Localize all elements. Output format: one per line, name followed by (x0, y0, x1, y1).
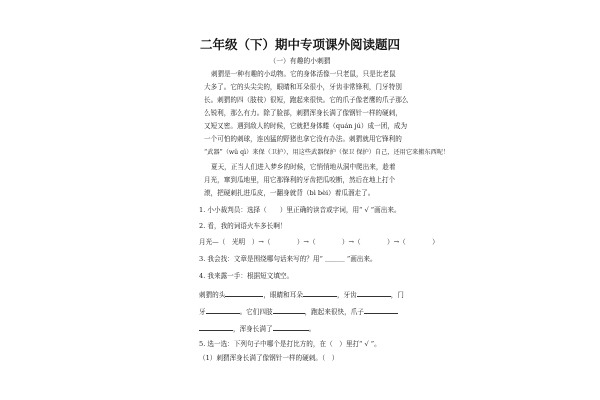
passage-line-4: 么锐利，那么有力。除了脸部，刺猬浑身长满了像钢针一样的硬刺， (204, 109, 402, 117)
passage-line-2: 大多了。它的头尖尖的，眼睛和耳朵很小，牙齿非常锋利，门牙特别 (204, 83, 402, 91)
blank-limbs[interactable] (273, 306, 305, 314)
fill-line-3: ，浑身长满了 。 (199, 323, 315, 334)
page-title: 二年级（下）期中专项课外阅读题四 (199, 37, 400, 52)
fill-line-1: 刺猬的头 ，眼睛和耳朵 ，牙齿 ，门 (199, 291, 404, 299)
blank-head[interactable] (225, 289, 263, 297)
passage-line-8: 夏天，正当人们进入梦乡的时候，它悄悄地从洞中爬出来，趁着 (211, 163, 396, 171)
fill-line-2: 牙 。它们四肢 ，跑起来很快，爪子 (199, 306, 398, 317)
word-train-blank-5[interactable]: ） (405, 238, 439, 246)
passage-line-6: 一个可怕的刺球，连凶猛的野猪也拿它没有办法。刺猬就用它锋利的 (204, 135, 402, 143)
word-train (199, 238, 439, 247)
blank-spines[interactable] (273, 323, 309, 331)
passage-line-5: 又短又密。遇到敌人的时候，它就把身体蜷（quán jú）成一团，成为 (204, 122, 408, 130)
question-3: 3. 我会找：文章是围绕哪句话来写的？用“ ＿＿＿ ”画出来。 (199, 255, 377, 263)
passage-subtitle: （一）有趣的小刺猬 (269, 57, 331, 65)
word-train-start: 月光—（ 光明 ）→（ (199, 238, 271, 246)
blank-front-teeth[interactable] (206, 306, 240, 314)
word-train-blank-4[interactable]: ）→（ (360, 238, 406, 246)
passage-line-9: 月光，窜到瓜地里，用它那锋利的牙齿把瓜咬断，然后在地上打个 (204, 176, 396, 184)
blank-claws[interactable] (364, 306, 398, 314)
question-2: 2. 看，我的词语火车多长啊！ (199, 222, 287, 230)
blank-claws-cont[interactable] (199, 323, 233, 331)
passage-line-10: 滚，把硬刺扎进瓜皮，一翻身就背（bì bèi）着瓜溜走了。 (204, 189, 375, 197)
blank-teeth[interactable] (357, 289, 391, 297)
word-train-blank-2[interactable]: ）→（ (270, 238, 316, 246)
question-5: 5. 选一选：下列句子中哪个是打比方的，在（ ）里打“ √ ”。 (199, 340, 381, 348)
passage-line-1: 刺猬是一种有趣的小动物。它的身体活像一只老鼠，只是比老鼠 (211, 70, 396, 78)
passage-line-3: 长。刺猬的四（肢枝）很短，跑起来很快。它的爪子像老鹰的爪子那么 (204, 96, 409, 104)
question-5-option-1: （1）刺猬浑身长满了像钢针一样的硬刺。（ ） (199, 354, 339, 362)
question-1: 1. 小小裁判员：选择（ ）里正确的读音或字词，用“ √ ”画出来。 (199, 206, 401, 214)
question-4: 4. 我来露一手：根据短文填空。 (199, 272, 294, 280)
blank-eyes-ears[interactable] (303, 289, 337, 297)
word-train-blank-3[interactable]: ）→（ (315, 238, 361, 246)
passage-line-7: “武器”（wǔ qì）来保（卫护），用这些武器保护（保卫 保护）自己，还用它来搬东西呢！ (204, 149, 450, 156)
